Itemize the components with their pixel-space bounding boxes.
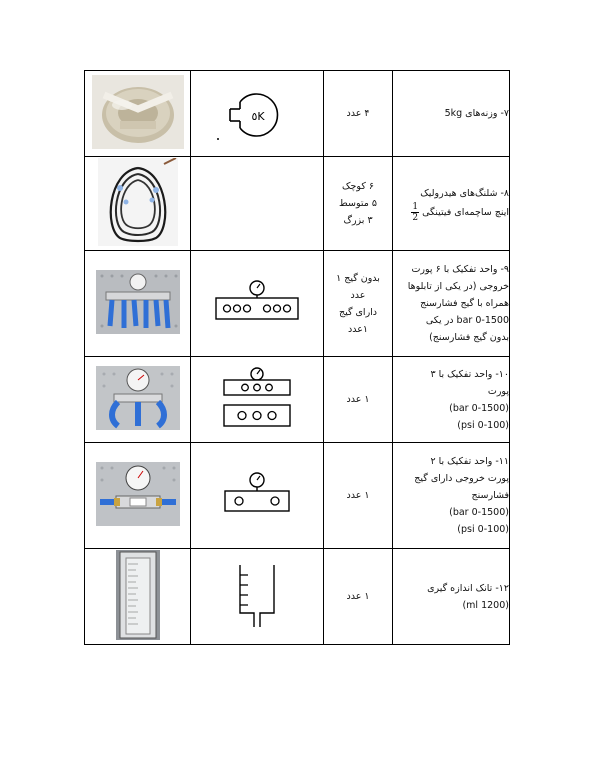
table-row: [85, 157, 510, 251]
distribution-unit-3-port-symbol-icon: [202, 367, 312, 433]
quantity-cell: [324, 157, 393, 251]
description-text: (0-1500 bar): [449, 402, 509, 414]
symbol-cell: [191, 251, 324, 357]
quantity-text: ۳ بزرگ: [343, 215, 373, 226]
distribution-unit-6-port-symbol-icon: [202, 279, 312, 329]
quantity-text: عدد: [350, 289, 366, 301]
description-text: (0-100 psi): [457, 419, 509, 431]
fraction: [411, 202, 419, 223]
description-cell: [393, 71, 510, 157]
quantity-text: دارای گیج: [338, 306, 378, 318]
quantity-text: ۱ عدد: [346, 394, 370, 405]
description-cell: [393, 157, 510, 251]
quantity-text: ۴ عدد: [346, 108, 370, 119]
quantity-text: ۱ عدد: [346, 591, 370, 602]
table-row: [85, 71, 510, 157]
quantity-cell: [324, 443, 393, 549]
description-text: فشارسنج: [471, 490, 509, 501]
description-text: (0-100 psi): [457, 524, 509, 535]
distribution-unit-2-port-photo: [96, 462, 180, 526]
fraction-denominator: 2: [412, 212, 419, 223]
description-text: ۱۱- واحد تفکیک با ۲: [430, 456, 509, 467]
table-row: [85, 443, 510, 549]
table-row: [85, 357, 510, 443]
quantity-cell: [324, 549, 393, 645]
description-cell: [393, 251, 510, 357]
description-text: بدون گیج فشارسنج): [429, 332, 509, 343]
distribution-unit-2-port-symbol-icon: [202, 471, 312, 521]
symbol-cell: [191, 71, 324, 157]
description-text: (1200 ml): [462, 599, 509, 611]
description-text: [393, 202, 509, 223]
quantity-text: ۱عدد: [348, 323, 368, 335]
description-text: ۷- وزنه‌های 5kg: [444, 108, 509, 119]
photo-cell: [85, 443, 191, 549]
symbol-cell: [191, 549, 324, 645]
table-row: [85, 549, 510, 645]
quantity-cell: [324, 251, 393, 357]
description-text: (0-1500 bar): [449, 507, 509, 518]
equipment-table: [84, 70, 510, 645]
photo-cell: [85, 357, 191, 443]
photo-cell: [85, 157, 191, 251]
measuring-tank-symbol-icon: [202, 557, 312, 637]
description-cell: [393, 357, 510, 443]
distribution-unit-3-port-photo: [96, 366, 180, 430]
description-text: ۸- شلنگ‌های هیدرولیک: [420, 187, 509, 199]
symbol-label: ٥K: [251, 109, 265, 123]
description-text: ۹- واحد تفکیک با ۶ پورت: [411, 264, 509, 275]
quantity-text: بدون گیج ۱: [336, 272, 380, 284]
brass-weight-photo: [92, 75, 184, 149]
fraction-numerator: 1: [412, 201, 419, 212]
symbol-cell: [191, 157, 324, 251]
symbol-cell: [191, 443, 324, 549]
quantity-text: ۱ عدد: [346, 490, 370, 501]
photo-cell: [85, 549, 191, 645]
table-row: [85, 251, 510, 357]
photo-cell: [85, 251, 191, 357]
symbol-cell: [191, 357, 324, 443]
measuring-tank-photo: [116, 550, 160, 640]
description-cell: [393, 443, 510, 549]
description-text: ۱۰- واحد تفکیک با ۳: [430, 368, 509, 380]
quantity-text: ۵ متوسط: [339, 198, 377, 209]
description-text: 0-1500 bar در یکی: [425, 315, 509, 326]
quantity-cell: [324, 357, 393, 443]
description-text: پورت: [487, 385, 509, 397]
description-text: همراه با گیج فشارسنج: [420, 298, 509, 309]
description-text: ۱۲- تانک اندازه گیری: [427, 582, 509, 594]
photo-cell: [85, 71, 191, 157]
quantity-text: ۶ کوچک: [342, 181, 374, 192]
hydraulic-hoses-photo: [98, 158, 178, 246]
description-fragment: اینچ ساچمه‌ای فیتینگی: [422, 206, 509, 218]
distribution-unit-6-port-photo: [96, 270, 180, 334]
weight-symbol-icon: [202, 81, 312, 147]
description-text: خروجی (در یکی از تابلوها: [407, 281, 509, 292]
quantity-cell: [324, 71, 393, 157]
description-cell: [393, 549, 510, 645]
description-text: پورت خروجی دارای گیج: [414, 473, 509, 484]
